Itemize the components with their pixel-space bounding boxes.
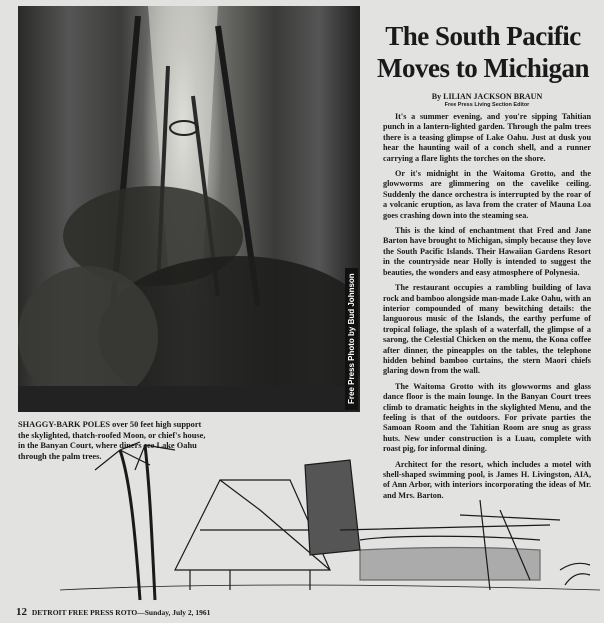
byline: By LILIAN JACKSON BRAUN <box>431 92 543 101</box>
paragraph: The restaurant occupies a rambling building of lava rock and bamboo alongside man-made Lake Oahu, with an interior compounded of many bewitching details: the languorous music of the Islands, the earthy perfume of tropical foliage, the splash of a waterfall, the glimpse of a sarong, the Celestial Chicken on the menu, the Kona coffee after dinner, the pineapples on the tables, the telephone hidden behind bamboo curtains, the stern Maori chiefs glaring down from the wall. <box>383 283 591 376</box>
banyan-court-photo <box>18 6 360 412</box>
resort-sketch-illustration <box>60 440 600 605</box>
paragraph: It's a summer evening, and you're sipping Tahitian punch in a lantern-lighted garden. Through the palm trees there is a teasing glimpse of Lake Oahu. Just at dusk you hear the haunting wail of a conch shell, and a runner carrying a flare lights the torches on the shore. <box>383 112 591 163</box>
publication-name: DETROIT FREE PRESS ROTO <box>31 608 138 617</box>
publication-date: —Sunday, July 2, 1961 <box>137 608 211 617</box>
page-footer <box>16 606 210 618</box>
paragraph: Architect for the resort, which includes a motel with shell-shaped swimming pool, is James H. Livingston, AIA, of Ann Arbor, with interiors incorporating the ideas of Mr. and Mrs. Barton. <box>383 459 591 500</box>
photo-credit: Free Press Photo by Bud Johnson <box>345 268 358 410</box>
article-column <box>370 20 596 506</box>
caption-lead: SHAGGY-BARK POLES <box>18 420 111 429</box>
paragraph: This is the kind of enchantment that Fred and Jane Barton have brought to Michigan, simply because they love the South Pacific Islands. Their Hawaiian Gardens Resort in the countryside near Holly is intended to suggest the beauties, the wonders and easy atmosphere of Polynesia. <box>383 226 591 277</box>
caption-text: over 50 feet high support the skylighted, thatch-roofed Moon, or chief's house, in the Banyan Court, where diners see Lake Oahu through the palm trees. <box>18 420 206 461</box>
photo-illustration <box>18 6 360 412</box>
byline-role: Free Press Living Section Editor <box>444 102 530 108</box>
article-title <box>370 20 596 84</box>
paragraph: Or it's midnight in the Waitoma Grotto, and the glowworms are glimmering on the cavelike ceiling. Suddenly the dance orchestra is interrupted by the roar of a volcanic eruption, as lava from the crater of Mauna Loa goes crashing down into the steaming sea. <box>383 169 591 220</box>
article-title-text: The South Pacific Moves to Michigan <box>377 21 589 83</box>
page-number: 12 <box>16 606 27 618</box>
paragraph: The Waitoma Grotto with its glowworms and glass dance floor is the main lounge. In the Banyan Court trees climb to dramatic heights in the skylighted Menu, and the feeling is that of the outdoors. For private parties the Samoan Room and the Tahitian Room are snug as grass huts. New under construction is a Luau, complete with roast pig, for informal dining. <box>383 381 591 454</box>
